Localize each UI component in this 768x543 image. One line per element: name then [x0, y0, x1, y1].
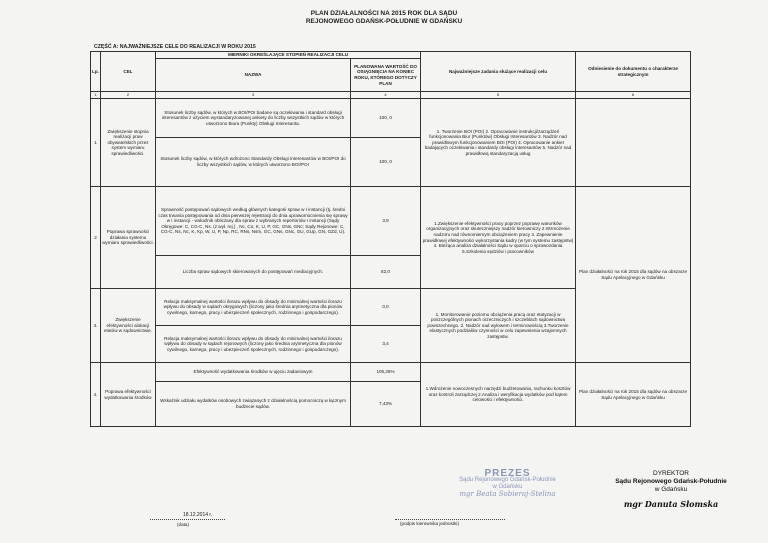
measure-wartosc: 3,9	[351, 187, 421, 256]
prezes-stamp	[425, 470, 590, 526]
date-line	[150, 519, 225, 520]
plan-table	[90, 51, 691, 427]
col-number: 3	[156, 92, 351, 99]
footer-date: 18.12.2014 r.	[183, 512, 213, 518]
table-row	[91, 363, 691, 382]
row-zadania: 1.Wdrożenie nowoczesnych narzędzi budżetowania, rachunku kosztów oraz kontroli zarządczej 2.Analiza i weryfikacja wydatków pod kątem celowości i efektywności.	[421, 363, 576, 427]
title-line-2: REJONOWEGO GDAŃSK-POŁUDNIE W GDAŃSKU	[305, 18, 463, 25]
row-zadania: 1. Tworzenie BOI (POI) 2. Opracowanie instrukcji/zarządzeń funkcjonowania Biur (Punktów) Obsługi Interesantów 3. Nadzór nad prawidłowym funkcjonowaniem BOI (POI) 4. Opracowanie ankiet badających oczekiwania i standardy obsługi interesantów 5. Nadzór nad prawidłową standaryzacją usług	[421, 99, 576, 187]
row-zadania: 1.Zwiększenie efektywności pracy poprzez poprawę warunków organizacyjnych oraz skuteczniejszy nadzór kierowniczy 2.Wzmożenie nadzoru nad równomiernym obciążeniem pracy 3. Zapewnienie prawidłowej efektywności wykorzystania kadry (w tym systemu zastępstw) 4. Bieżąca analiza działalności Sądu w oparciu o sprawozdania 5.Szkolenia sędziów i pracowników	[421, 187, 576, 289]
header-cel: CEL	[101, 52, 156, 92]
row-odniesienie	[576, 99, 691, 187]
col-number: 5	[421, 92, 576, 99]
measure-wartosc: 105,26%	[351, 363, 421, 382]
prezes-title: PREZES	[484, 468, 531, 479]
measure-nazwa: Relacja maksymalnej wartości ilorazu wpływu do obsady do minimalnej wartości ilorazu wpływu do obsady w sądach okręgowych (liczony jako średnia arytmetyczna dla pionów cywilnego, karnego, pracy i ubezpieczeń społecznych, rodzinnego i gospodarczego).	[156, 289, 351, 326]
signature-line	[395, 519, 505, 520]
header-nazwa: NAZWA	[156, 59, 351, 92]
measure-nazwa: Relacja maksymalnej wartości ilorazu wpływu do obsady do minimalnej wartości ilorazu wpływu do obsady w sądach rejonowych (liczony jako średnia arytmetyczna dla pionów cywilnego, karnego, pracy i ubezpieczeń społecznych, rodzinnego i gospodarczego).	[156, 326, 351, 363]
row-cel: Poprawa sprawności działania systemu wymiaru sprawiedliwości.	[101, 187, 156, 289]
measure-wartosc: 7,43%	[351, 382, 421, 427]
row-lp: 1	[91, 99, 101, 187]
prezes-court: Sądu Rejonowego Gdańsk-Południe	[459, 477, 556, 483]
table-row	[91, 187, 691, 256]
dyrektor-title: DYREKTOR	[653, 470, 689, 477]
header-mierniki: MIERNIKI OKREŚLAJĄCE STOPIEŃ REALIZACJI CELU	[156, 52, 421, 59]
row-odniesienie: Plan działalności na rok 2015 dla sądów na obszarze Sądu Apelacyjnego w Gdańsku	[576, 187, 691, 363]
measure-wartosc: 3,4	[351, 326, 421, 363]
row-lp: 4.	[91, 363, 101, 427]
title-line-1: PLAN DZIAŁALNOŚCI NA 2015 ROK DLA SĄDU	[310, 10, 458, 17]
measure-nazwa: Stosunek liczby sądów, w których wdrożono Standardy Obsługi Interesantów w BOI/POI do liczby wszystkich sądów, w których utworzono BOI/POI	[156, 138, 351, 187]
measure-nazwa: Stosunek liczby sądów, w których w BOI/POI badane są oczekiwania i standard obsługi interesantów z użyciem wystandaryzowanej ankiety do liczby wszystkich sądów w których utworzono Biura (Punkty) Obsługi Interesanta.	[156, 99, 351, 138]
header-zadania: Najważniejsze zadania służące realizacji celu	[421, 52, 576, 92]
measure-nazwa: Liczba spraw sądowych skierowanych do postępowań mediacyjnych.	[156, 256, 351, 289]
row-zadania: 1. Monitorowanie poziomu obciążenia pracą oraz etatyzacji w poszczególnych pionach orzeczniczych i szczeblach sądownictwa powszechnego. 2. Nadzór nad wyłowem i terminowością 3.Tworzenie elastycznych podziałów czynności w celu zapewnienia wzajemnych zastępstw.	[421, 289, 576, 363]
footer-signature-label: (podpis kierownika jednostki)	[400, 521, 459, 526]
prezes-signature: mgr Beata Sobieraj-Stelina	[459, 490, 556, 498]
table-row	[91, 99, 691, 138]
dyrektor-court: Sądu Rejonowego Gdańsk-Południe	[615, 478, 727, 485]
measure-nazwa: Wskaźnik udziału wydatków osobowych związanych z działalnością pomocniczą w łącznym budżecie sądów.	[156, 382, 351, 427]
header-lp: Lp.	[91, 52, 101, 92]
col-number: 1	[91, 92, 101, 99]
col-number: 4	[351, 92, 421, 99]
header-odniesienie: Odniesienie do dokumentu o charakterze strategicznym	[576, 52, 691, 92]
measure-nazwa: Efektywność wydatkowania środków w ujęciu zadaniowym	[156, 363, 351, 382]
measure-wartosc: 100, 0	[351, 138, 421, 187]
dyrektor-stamp	[596, 470, 746, 530]
row-cel: Poprawa efektywności wydatkowania środków	[101, 363, 156, 427]
row-cel: Zwiększenie efektywności alokacji etatów w sądownictwie.	[101, 289, 156, 363]
measure-wartosc: 82,0	[351, 256, 421, 289]
dyrektor-city: w Gdańsku	[654, 486, 688, 493]
row-odniesienie: Plan działalności na rok 2015 dla sądów na obszarze Sądu Apelacyjnego w Gdańsku	[576, 363, 691, 427]
dyrektor-signature: mgr Danuta Słomska	[623, 499, 719, 509]
measure-wartosc: 0,0	[351, 289, 421, 326]
header-wartosc: PLANOWANA WARTOŚĆ DO OSIĄGNIĘCIA NA KONIEC ROKU, KTÓREGO DOTYCZY PLAN	[351, 59, 421, 92]
section-heading: CZĘŚĆ A: NAJWAŻNIEJSZE CELE DO REALIZACJI W ROKU 2015	[94, 44, 256, 50]
footer-date-label: (data)	[177, 522, 190, 527]
measure-nazwa: Sprawność postępowań sądowych według głównych kategorii spraw w I instancji (tj. średni czas trwania postępowania od dnia pierwszej rejestracji do dnia uprawomocnienia się sprawy w I instancji - wskaźnik obliczany dla spraw z wybranych repertoriów I instancji (Sądy Okręgowe: C, CG-C, Ns. (z wył. rej.) , Nc, Co, K, U, P, GC, GNs, GNc; Sądy Rejonowe: C, CG-C, Ns, Nc, K, Kp, W, U, P, Np, RC, RNs, Nsm, GC, GNs, GNc, GU, GUp, GN, GZd, U).	[156, 187, 351, 256]
prezes-city: w Gdańsku	[492, 484, 523, 490]
document-title	[0, 10, 768, 26]
col-number: 6	[576, 92, 691, 99]
row-cel: Zwiększenie stopnia realizacji praw obywatelskich przez system wymiaru sprawiedliwości.	[101, 99, 156, 187]
measure-wartosc: 100, 0	[351, 99, 421, 138]
row-lp: 3.	[91, 289, 101, 363]
col-number: 2	[101, 92, 156, 99]
row-lp: 2	[91, 187, 101, 289]
